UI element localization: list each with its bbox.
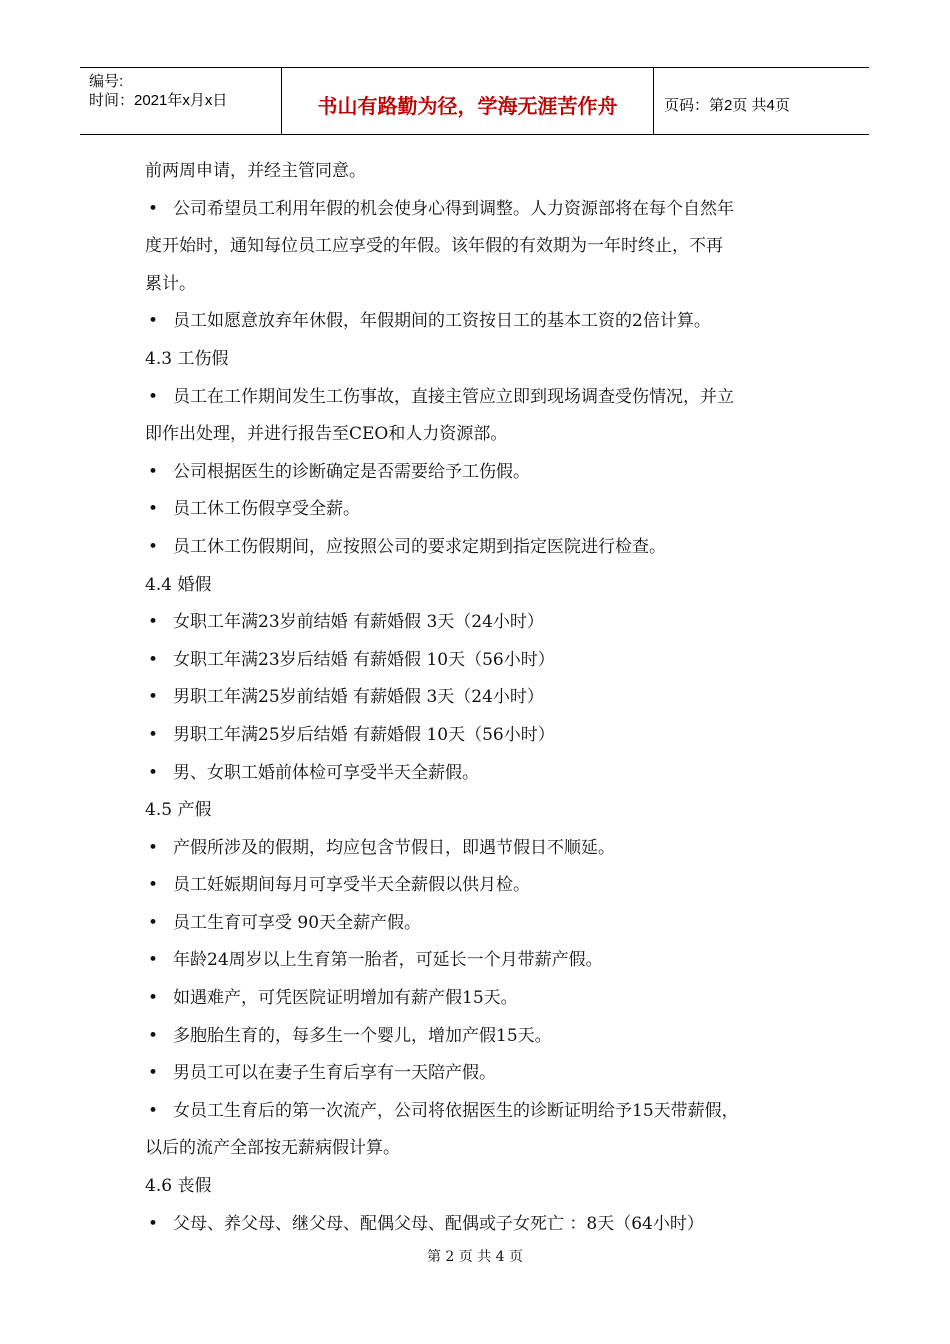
bullet-paragraph-line [145, 604, 810, 642]
bullet-paragraph-line [145, 942, 810, 980]
line-text: 即作出处理，并进行报告至CEO和人力资源部。 [145, 424, 508, 445]
line-text: 员工妊娠期间每月可享受半天全薪假以供月检。 [173, 875, 530, 896]
paragraph-line [145, 228, 810, 266]
bullet-paragraph-line [145, 867, 810, 905]
line-text: 员工如愿意放弃年休假，年假期间的工资按日工的基本工资的2倍计算。 [173, 311, 711, 332]
bullet-marker: • [148, 950, 159, 971]
line-text: 如遇难产，可凭医院证明增加有薪产假15天。 [173, 988, 518, 1009]
bullet-paragraph-line [145, 717, 810, 755]
line-text: 公司根据医生的诊断确定是否需要给予工伤假。 [173, 461, 530, 482]
bullet-marker: • [148, 988, 159, 1009]
bullet-marker: • [148, 311, 159, 332]
bullet-marker: • [148, 612, 159, 633]
bullet-marker: • [148, 687, 159, 708]
bullet-marker: • [148, 461, 159, 482]
bullet-marker: • [148, 724, 159, 745]
paragraph-line [145, 792, 810, 830]
line-text: 年龄24周岁以上生育第一胎者，可延长一个月带薪产假。 [173, 950, 603, 971]
line-text: 男员工可以在妻子生育后享有一天陪产假。 [173, 1063, 496, 1084]
line-text: 员工生育可享受 90天全薪产假。 [173, 912, 422, 933]
bullet-paragraph-line [145, 191, 810, 229]
bullet-paragraph-line [145, 454, 810, 492]
line-text: 4.3 工伤假 [145, 348, 229, 369]
bullet-paragraph-line [145, 679, 810, 717]
line-text: 产假所涉及的假期，均应包含节假日，即遇节假日不顺延。 [173, 837, 615, 858]
bullet-paragraph-line [145, 755, 810, 793]
line-text: 4.5 产假 [145, 800, 212, 821]
bullet-marker: • [148, 499, 159, 520]
document-date: 时间：2021年x月x日 [89, 92, 228, 109]
line-text: 员工在工作期间发生工伤事故，直接主管应立即到现场调查受伤情况，并立 [173, 386, 734, 407]
header-meta-cell [80, 68, 282, 134]
line-text: 4.4 婚假 [145, 574, 212, 595]
bullet-marker: • [148, 649, 159, 670]
line-text: 公司希望员工利用年假的机会使身心得到调整。人力资源部将在每个自然年 [173, 198, 734, 219]
line-text: 员工休工伤假享受全薪。 [173, 499, 360, 520]
line-text: 女职工年满23岁后结婚 有薪婚假 10天（56小时） [173, 649, 555, 670]
document-body [145, 153, 810, 1243]
bullet-marker: • [148, 1025, 159, 1046]
line-text: 前两周申请，并经主管同意。 [145, 161, 366, 181]
paragraph-line [145, 567, 810, 605]
bullet-marker: • [148, 912, 159, 933]
paragraph-line [145, 341, 810, 379]
line-text: 女员工生育后的第一次流产，公司将依据医生的诊断证明给予15天带薪假， [173, 1100, 739, 1121]
bullet-paragraph-line [145, 980, 810, 1018]
bullet-paragraph-line [145, 830, 810, 868]
bullet-marker: • [148, 762, 159, 783]
page-header [80, 67, 869, 135]
line-text: 父母、养父母、继父母、配偶父母、配偶或子女死亡 ：8天（64小时） [173, 1213, 704, 1234]
bullet-paragraph-line [145, 1093, 810, 1131]
line-text: 4.6 丧假 [145, 1176, 212, 1197]
bullet-paragraph-line [145, 303, 810, 341]
header-motto: 书山有路勤为径，学海无涯苦作舟 [282, 68, 654, 134]
paragraph-line [145, 1168, 810, 1206]
page-footer: 第 2 页 共 4 页 [426, 1249, 524, 1265]
bullet-paragraph-line [145, 905, 810, 943]
bullet-marker: • [148, 1063, 159, 1084]
line-text: 累计。 [145, 273, 196, 294]
line-text: 员工休工伤假期间，应按照公司的要求定期到指定医院进行检查。 [173, 536, 666, 557]
bullet-paragraph-line [145, 1055, 810, 1093]
line-text: 度开始时，通知每位员工应享受的年假。该年假的有效期为一年时终止，不再 [145, 236, 723, 257]
bullet-paragraph-line [145, 529, 810, 567]
bullet-paragraph-line [145, 491, 810, 529]
bullet-paragraph-line [145, 1018, 810, 1056]
paragraph-line [145, 1130, 810, 1168]
bullet-marker: • [148, 875, 159, 896]
bullet-marker: • [148, 536, 159, 557]
bullet-marker: • [148, 1100, 159, 1121]
line-text: 男职工年满25岁前结婚 有薪婚假 3天（24小时） [173, 687, 544, 708]
bullet-paragraph-line [145, 379, 810, 417]
bullet-marker: • [148, 837, 159, 858]
paragraph-line [145, 266, 810, 304]
bullet-marker: • [148, 1213, 159, 1234]
paragraph-line [145, 416, 810, 454]
line-text: 男职工年满25岁后结婚 有薪婚假 10天（56小时） [173, 724, 555, 745]
header-page-info: 页码：第2页 共4页 [664, 96, 790, 114]
line-text: 男、女职工婚前体检可享受半天全薪假。 [173, 762, 479, 783]
document-number-label: 编号: [89, 73, 124, 90]
bullet-marker: • [148, 386, 159, 407]
bullet-paragraph-line [145, 642, 810, 680]
line-text: 以后的流产全部按无薪病假计算。 [145, 1138, 400, 1159]
paragraph-line [145, 153, 810, 191]
line-text: 多胞胎生育的，每多生一个婴儿，增加产假15天。 [173, 1025, 552, 1046]
bullet-paragraph-line [145, 1206, 810, 1244]
line-text: 女职工年满23岁前结婚 有薪婚假 3天（24小时） [173, 612, 544, 633]
bullet-marker: • [148, 198, 159, 219]
